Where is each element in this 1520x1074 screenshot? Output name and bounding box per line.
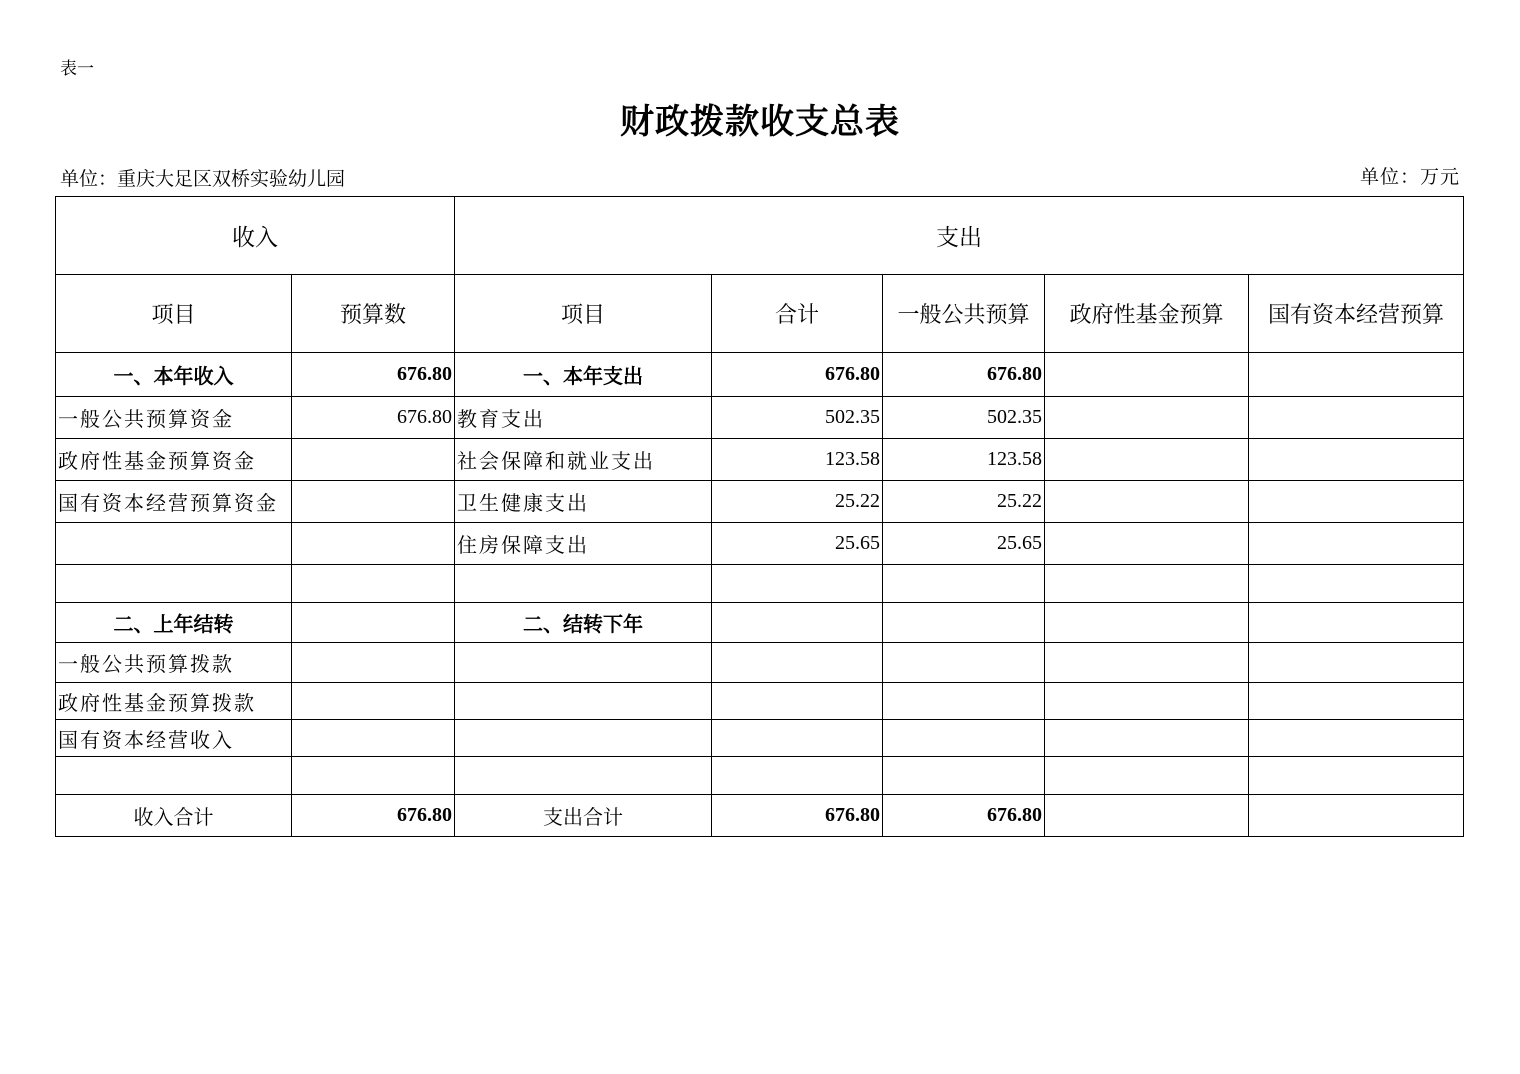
fiscal-summary-table	[55, 196, 1464, 837]
table-cell: 收入合计	[56, 795, 292, 837]
table-cell	[883, 683, 1045, 720]
table-cell	[1249, 397, 1464, 439]
table-cell: 二、上年结转	[56, 603, 292, 643]
table-cell	[1045, 795, 1249, 837]
table-cell	[292, 683, 455, 720]
table-cell	[455, 565, 712, 603]
table-cell	[712, 643, 883, 683]
table-cell	[56, 523, 292, 565]
table-cell: 一般公共预算资金	[56, 397, 292, 439]
column-header: 合计	[712, 275, 883, 353]
table-cell: 676.80	[712, 353, 883, 397]
table-row	[56, 565, 1464, 603]
table-cell: 676.80	[712, 795, 883, 837]
table-row	[56, 757, 1464, 795]
table-cell	[883, 565, 1045, 603]
income-group-header: 收入	[56, 197, 455, 275]
table-cell	[1249, 795, 1464, 837]
table-cell: 123.58	[883, 439, 1045, 481]
column-header: 一般公共预算	[883, 275, 1045, 353]
table-cell	[292, 603, 455, 643]
table-cell: 676.80	[883, 353, 1045, 397]
table-cell	[1249, 353, 1464, 397]
totals-row	[56, 795, 1464, 837]
table-cell	[883, 603, 1045, 643]
table-cell	[883, 757, 1045, 795]
table-cell	[1249, 643, 1464, 683]
table-cell: 一、本年收入	[56, 353, 292, 397]
table-cell: 676.80	[292, 397, 455, 439]
group-header-row	[56, 197, 1464, 275]
table-row	[56, 481, 1464, 523]
table-cell	[292, 643, 455, 683]
table-cell: 676.80	[292, 353, 455, 397]
table-cell: 25.22	[883, 481, 1045, 523]
table-cell	[1045, 481, 1249, 523]
table-cell: 676.80	[883, 795, 1045, 837]
table-cell: 25.65	[712, 523, 883, 565]
page-title: 财政拨款收支总表	[620, 102, 900, 142]
table-cell	[1045, 397, 1249, 439]
table-cell	[1249, 720, 1464, 757]
table-cell: 住房保障支出	[455, 523, 712, 565]
table-cell	[292, 565, 455, 603]
table-cell	[292, 523, 455, 565]
table-cell: 502.35	[883, 397, 1045, 439]
table-cell: 25.65	[883, 523, 1045, 565]
table-cell	[712, 565, 883, 603]
table-row	[56, 439, 1464, 481]
table-cell	[1045, 439, 1249, 481]
table-cell: 教育支出	[455, 397, 712, 439]
table-cell	[455, 757, 712, 795]
expense-group-header: 支出	[455, 197, 1464, 275]
table-cell	[1249, 523, 1464, 565]
table-cell	[1045, 643, 1249, 683]
table-cell	[455, 683, 712, 720]
table-cell: 676.80	[292, 795, 455, 837]
table-cell	[1249, 439, 1464, 481]
table-cell: 国有资本经营收入	[56, 720, 292, 757]
table-cell	[1249, 603, 1464, 643]
table-cell: 一般公共预算拨款	[56, 643, 292, 683]
table-row	[56, 683, 1464, 720]
table-cell	[712, 683, 883, 720]
table-row	[56, 720, 1464, 757]
table-label: 表一	[60, 59, 94, 79]
table-cell: 国有资本经营预算资金	[56, 481, 292, 523]
column-header: 项目	[455, 275, 712, 353]
table-cell: 123.58	[712, 439, 883, 481]
table-cell	[1249, 481, 1464, 523]
column-header-row	[56, 275, 1464, 353]
table-cell: 25.22	[712, 481, 883, 523]
table-row	[56, 353, 1464, 397]
column-header: 政府性基金预算	[1045, 275, 1249, 353]
table-cell	[1249, 683, 1464, 720]
table-cell	[712, 603, 883, 643]
column-header: 国有资本经营预算	[1249, 275, 1464, 353]
table-cell	[883, 720, 1045, 757]
table-cell	[455, 643, 712, 683]
table-row	[56, 643, 1464, 683]
table-cell	[712, 757, 883, 795]
table-cell	[1249, 757, 1464, 795]
table-cell: 政府性基金预算资金	[56, 439, 292, 481]
table-cell	[292, 720, 455, 757]
table-row	[56, 397, 1464, 439]
column-header: 预算数	[292, 275, 455, 353]
table-cell	[1045, 603, 1249, 643]
table-cell	[1045, 565, 1249, 603]
table-cell: 政府性基金预算拨款	[56, 683, 292, 720]
table-cell	[56, 565, 292, 603]
table-row	[56, 603, 1464, 643]
table-cell	[1249, 565, 1464, 603]
column-header: 项目	[56, 275, 292, 353]
table-row	[56, 523, 1464, 565]
table-cell	[1045, 720, 1249, 757]
unit-organization: 单位：重庆大足区双桥实验幼儿园	[60, 168, 346, 190]
table-cell	[1045, 683, 1249, 720]
table-cell: 社会保障和就业支出	[455, 439, 712, 481]
unit-currency: 单位：万元	[1359, 166, 1460, 188]
table-cell: 一、本年支出	[455, 353, 712, 397]
table-cell	[292, 481, 455, 523]
table-cell	[292, 439, 455, 481]
table-cell: 卫生健康支出	[455, 481, 712, 523]
table-cell	[1045, 757, 1249, 795]
table-cell	[883, 643, 1045, 683]
table-cell	[712, 720, 883, 757]
table-cell	[292, 757, 455, 795]
table-cell: 502.35	[712, 397, 883, 439]
table-cell	[56, 757, 292, 795]
table-cell	[455, 720, 712, 757]
table-cell	[1045, 523, 1249, 565]
table-cell	[1045, 353, 1249, 397]
table-cell: 二、结转下年	[455, 603, 712, 643]
table-cell: 支出合计	[455, 795, 712, 837]
